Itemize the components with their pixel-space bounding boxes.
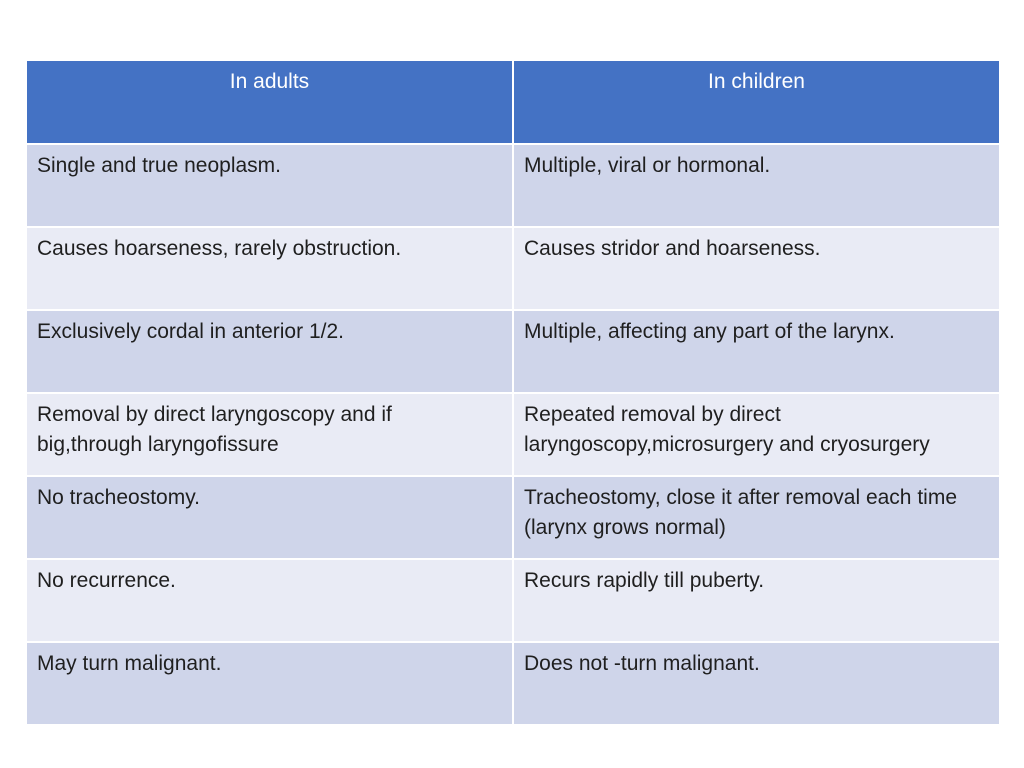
table-row	[26, 227, 1000, 310]
cell-children: Recurs rapidly till puberty.	[513, 559, 1000, 642]
header-adults: In adults	[26, 60, 513, 144]
header-children: In children	[513, 60, 1000, 144]
cell-adults: Removal by direct laryngoscopy and if big,through laryngofissure	[26, 393, 513, 476]
table-row	[26, 642, 1000, 725]
table-row	[26, 310, 1000, 393]
cell-adults: May turn malignant.	[26, 642, 513, 725]
table-row	[26, 476, 1000, 559]
cell-adults: Exclusively cordal in anterior 1/2.	[26, 310, 513, 393]
table-row	[26, 144, 1000, 227]
cell-children: Repeated removal by direct laryngoscopy,microsurgery and cryosurgery	[513, 393, 1000, 476]
table-row	[26, 559, 1000, 642]
cell-children: Causes stridor and hoarseness.	[513, 227, 1000, 310]
cell-children: Does not -turn malignant.	[513, 642, 1000, 725]
cell-children: Tracheostomy, close it after removal each time (larynx grows normal)	[513, 476, 1000, 559]
table-header-row	[26, 60, 1000, 144]
cell-adults: No tracheostomy.	[26, 476, 513, 559]
table-row	[26, 393, 1000, 476]
cell-adults: No recurrence.	[26, 559, 513, 642]
cell-adults: Causes hoarseness, rarely obstruction.	[26, 227, 513, 310]
cell-adults: Single and true neoplasm.	[26, 144, 513, 227]
cell-children: Multiple, viral or hormonal.	[513, 144, 1000, 227]
cell-children: Multiple, affecting any part of the larynx.	[513, 310, 1000, 393]
comparison-table	[25, 59, 1001, 726]
